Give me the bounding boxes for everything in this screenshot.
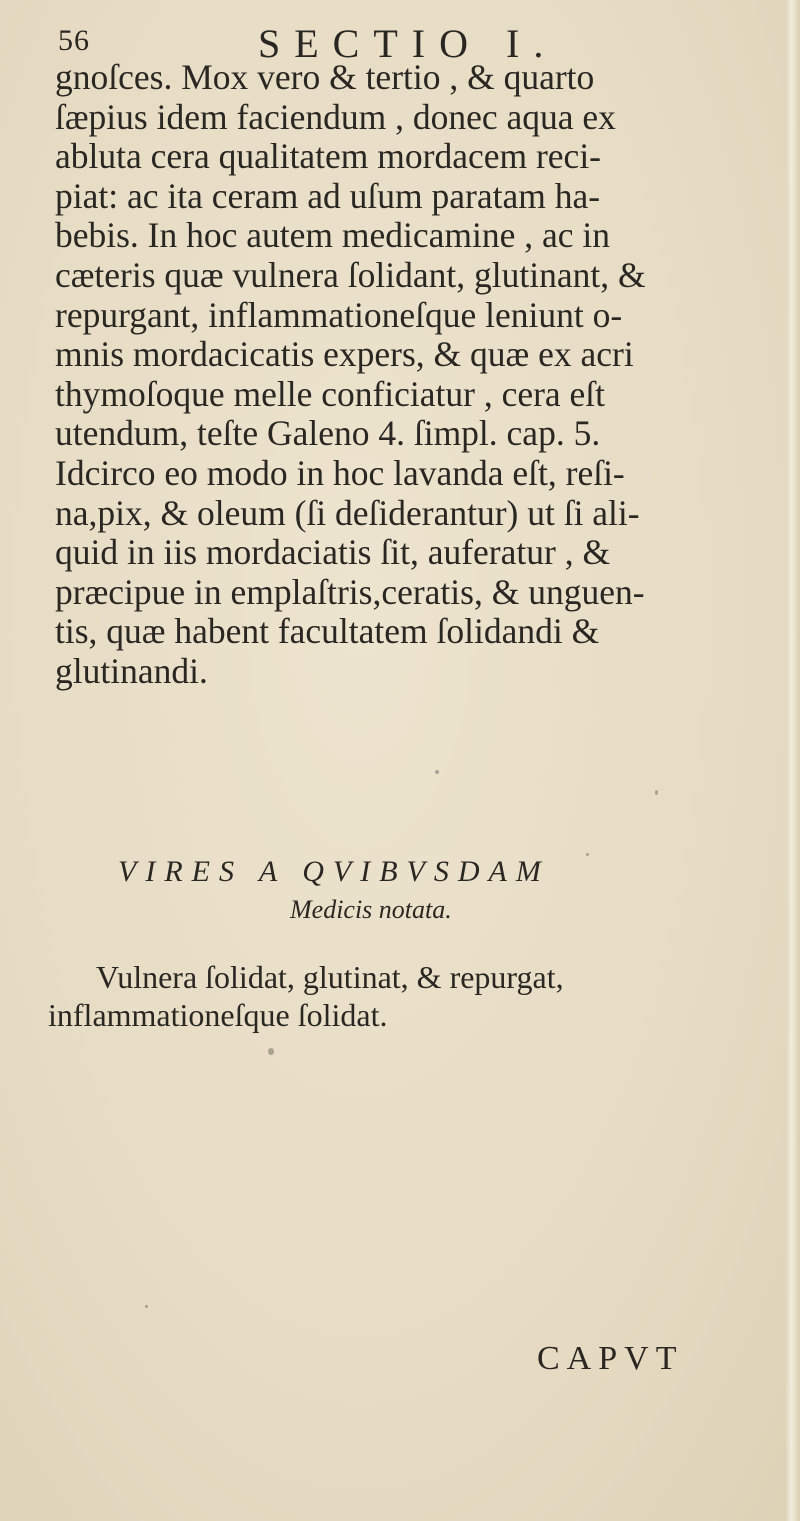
text-line: tis, quæ habent facultatem ſolidandi & [55,611,600,652]
text-line: ſæpius idem faciendum , donec aqua ex [55,96,616,137]
text-line: na,pix, & oleum (ſi deſiderantur) ut ſi ali- [55,492,640,533]
text-line: piat: ac ita ceram ad uſum paratam ha- [55,175,601,216]
catchword: CAPVT [537,1340,684,1377]
vires-heading: VIRES A QVIBVSDAM [118,855,550,888]
page-number: 56 [58,24,90,57]
text-line: gnoſces. Mox vero & tertio , & quarto [55,57,595,97]
body-paragraph [55,58,775,692]
text-line: mnis mordacicatis expers, & quæ ex acri [55,334,634,375]
text-line: Vulnera ſolidat, glutinat, & repurgat, [96,959,564,995]
text-line: glutinandi. [55,650,208,691]
ink-speck [586,853,589,856]
vires-subheading: Medicis notata. [290,895,452,924]
ink-speck [435,770,439,774]
vires-paragraph [48,958,768,1034]
text-line: quid in iis mordaciatis ſit, auferatur , & [55,532,611,573]
text-line: abluta cera qualitatem mordacem reci- [55,136,602,177]
ink-speck [655,790,658,795]
text-line: repurgant, inflammationeſque leniunt o- [55,294,623,335]
text-line: inflammationeſque ſolidat. [48,997,388,1033]
page-edge [786,0,800,1521]
text-line: bebis. In hoc autem medicamine , ac in [55,215,610,256]
section-title: SECTIO I. [258,21,558,66]
text-line: thymoſoque melle conficiatur , cera eſt [55,373,606,414]
text-line: cæteris quæ vulnera ſolidant, glutinant, & [55,254,646,295]
text-line: Idcirco eo modo in hoc lavanda eſt, reſi- [55,452,625,493]
ink-speck [145,1305,148,1308]
text-line: præcipue in emplaſtris,ceratis, & unguen- [55,571,645,612]
text-line: utendum, teſte Galeno 4. ſimpl. cap. 5. [55,413,601,454]
ink-speck [268,1048,274,1055]
